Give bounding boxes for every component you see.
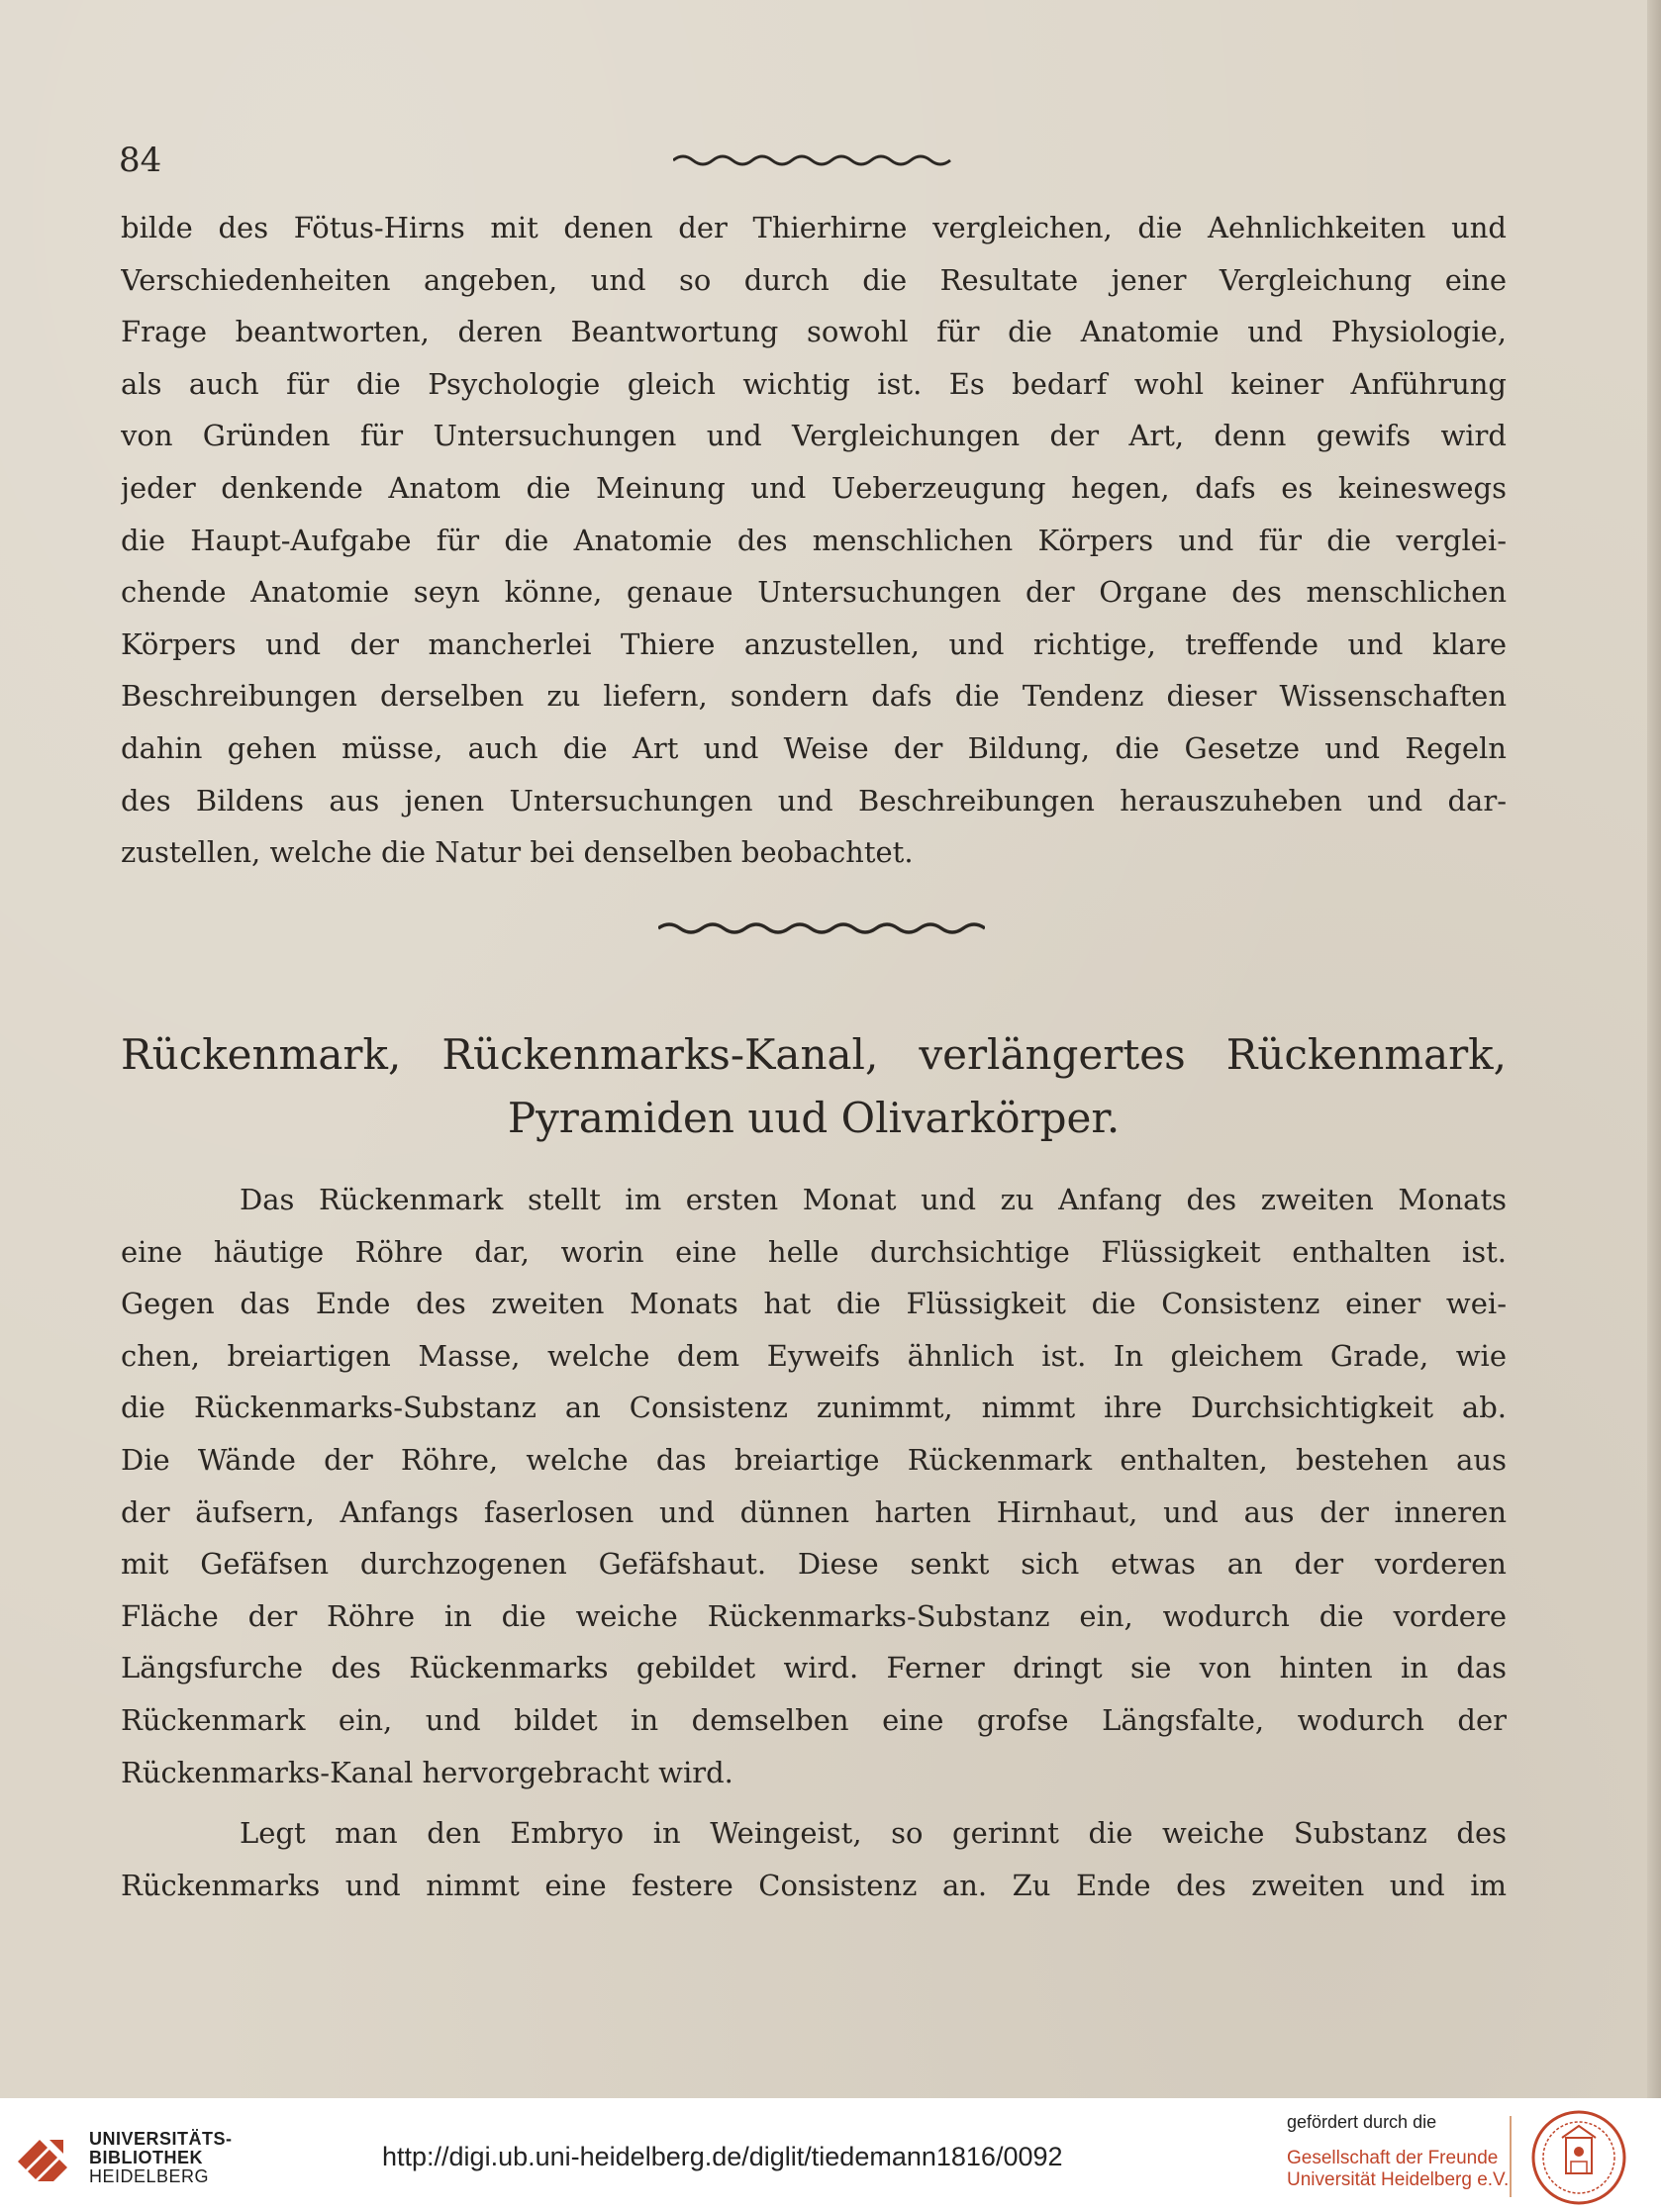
text-line: Beschreibungen derselben zu liefern, sondern dafs die Tendenz dieser Wissenschaften [121, 679, 1507, 714]
text-line: chende Anatomie seyn könne, genaue Untersuchungen der Organe des menschlichen [121, 575, 1507, 610]
library-name-line: HEIDELBERG [89, 2166, 210, 2186]
sponsor-prefix: gefördert durch die [1287, 2112, 1437, 2132]
text-line: eine häutige Röhre dar, worin eine helle durchsichtige Flüssigkeit enthalten ist. [121, 1234, 1507, 1269]
text-line: Gegen das Ende des zweiten Monats hat die Flüssigkeit die Consistenz einer wei- [121, 1287, 1507, 1321]
text-line: Die Wände der Röhre, welche das breiartige Rückenmark enthalten, bestehen aus [121, 1442, 1507, 1477]
text-line: Rückenmarks-Kanal hervorgebracht wird. [121, 1755, 733, 1789]
text-line: Längsfurche des Rückenmarks gebildet wird. Ferner dringt sie von hinten in das [121, 1651, 1507, 1685]
university-library-logo-icon[interactable] [14, 2128, 81, 2189]
text-line: Fläche der Röhre in die weiche Rückenmarks-Substanz ein, wodurch die vordere [121, 1598, 1507, 1633]
library-name[interactable] [89, 2130, 233, 2186]
paragraph-continuation [121, 202, 1507, 879]
top-ornament-icon [673, 150, 960, 166]
text-line: der äufsern, Anfangs faserlosen und dünnen harten Hirnhaut, und aus der inneren [121, 1494, 1507, 1529]
university-seal-icon[interactable] [1524, 2108, 1633, 2207]
sponsor-name-line: Gesellschaft der Freunde [1287, 2148, 1499, 2168]
text-line: die Rückenmarks-Substanz an Consistenz zunimmt, nimmt ihre Durchsichtigkeit ab. [121, 1391, 1507, 1425]
heading-line: Rückenmark, Rückenmarks-Kanal, verlängertes Rückenmark, [121, 1030, 1507, 1079]
paragraph [121, 1174, 1507, 1798]
section-heading [121, 1023, 1507, 1150]
text-line: jeder denkende Anatom die Meinung und Ueberzeugung hegen, dafs es keineswegs [121, 470, 1507, 505]
page-edge [1647, 0, 1661, 2098]
text-line: Verschiedenheiten angeben, und so durch die Resultate jener Vergleichung eine [121, 262, 1507, 297]
text-line: Körpers und der mancherlei Thiere anzustellen, und richtige, treffende und klare [121, 626, 1507, 661]
footer-divider [1510, 2116, 1512, 2197]
text-line: des Bildens aus jenen Untersuchungen und Beschreibungen herauszuheben und dar- [121, 783, 1507, 817]
text-line: zustellen, welche die Natur bei denselben beobachtet. [121, 835, 914, 870]
paragraph [121, 1807, 1507, 1911]
library-name-line: BIBLIOTHEK [89, 2148, 203, 2167]
heading-line: Pyramiden uud Olivarkörper. [507, 1094, 1121, 1142]
sponsor-name-line: Universität Heidelberg e.V. [1287, 2169, 1510, 2190]
permalink[interactable]: http://digi.ub.uni-heidelberg.de/diglit/tiedemann1816/0092 [382, 2142, 1063, 2171]
text-line: Frage beantworten, deren Beantwortung sowohl für die Anatomie und Physiologie, [121, 315, 1507, 349]
text-line: Rückenmarks und nimmt eine festere Consistenz an. Zu Ende des zweiten und im [121, 1868, 1507, 1902]
page-number: 84 [119, 141, 162, 180]
text-line: dahin gehen müsse, auch die Art und Weise der Bildung, die Gesetze und Regeln [121, 730, 1507, 765]
sponsor-name[interactable] [1287, 2148, 1509, 2191]
text-line: von Gründen für Untersuchungen und Vergleichungen der Art, denn gewifs wird [121, 419, 1507, 453]
text-line: bilde des Fötus-Hirns mit denen der Thierhirne vergleichen, die Aehnlichkeiten und [121, 211, 1507, 244]
text-line: chen, breiartigen Masse, welche dem Eyweifs ähnlich ist. In gleichem Grade, wie [121, 1338, 1507, 1373]
text-line: die Haupt-Aufgabe für die Anatomie des menschlichen Körpers und für die verglei- [121, 523, 1507, 557]
text-line: Legt man den Embryo in Weingeist, so gerinnt die weiche Substanz des [240, 1816, 1507, 1850]
text-line: mit Gefäfsen durchzogenen Gefäfshaut. Diese senkt sich etwas an der vorderen [121, 1547, 1507, 1582]
text-line: Das Rückenmark stellt im ersten Monat und zu Anfang des zweiten Monats [240, 1183, 1507, 1216]
text-line: als auch für die Psychologie gleich wichtig ist. Es bedarf wohl keiner Anführung [121, 366, 1507, 401]
text-line: Rückenmark ein, und bildet in demselben eine grofse Längsfalte, wodurch der [121, 1702, 1507, 1737]
section-ornament-icon [658, 920, 985, 936]
viewer-footer [0, 2098, 1661, 2205]
library-name-line: UNIVERSITÄTS- [89, 2129, 233, 2149]
